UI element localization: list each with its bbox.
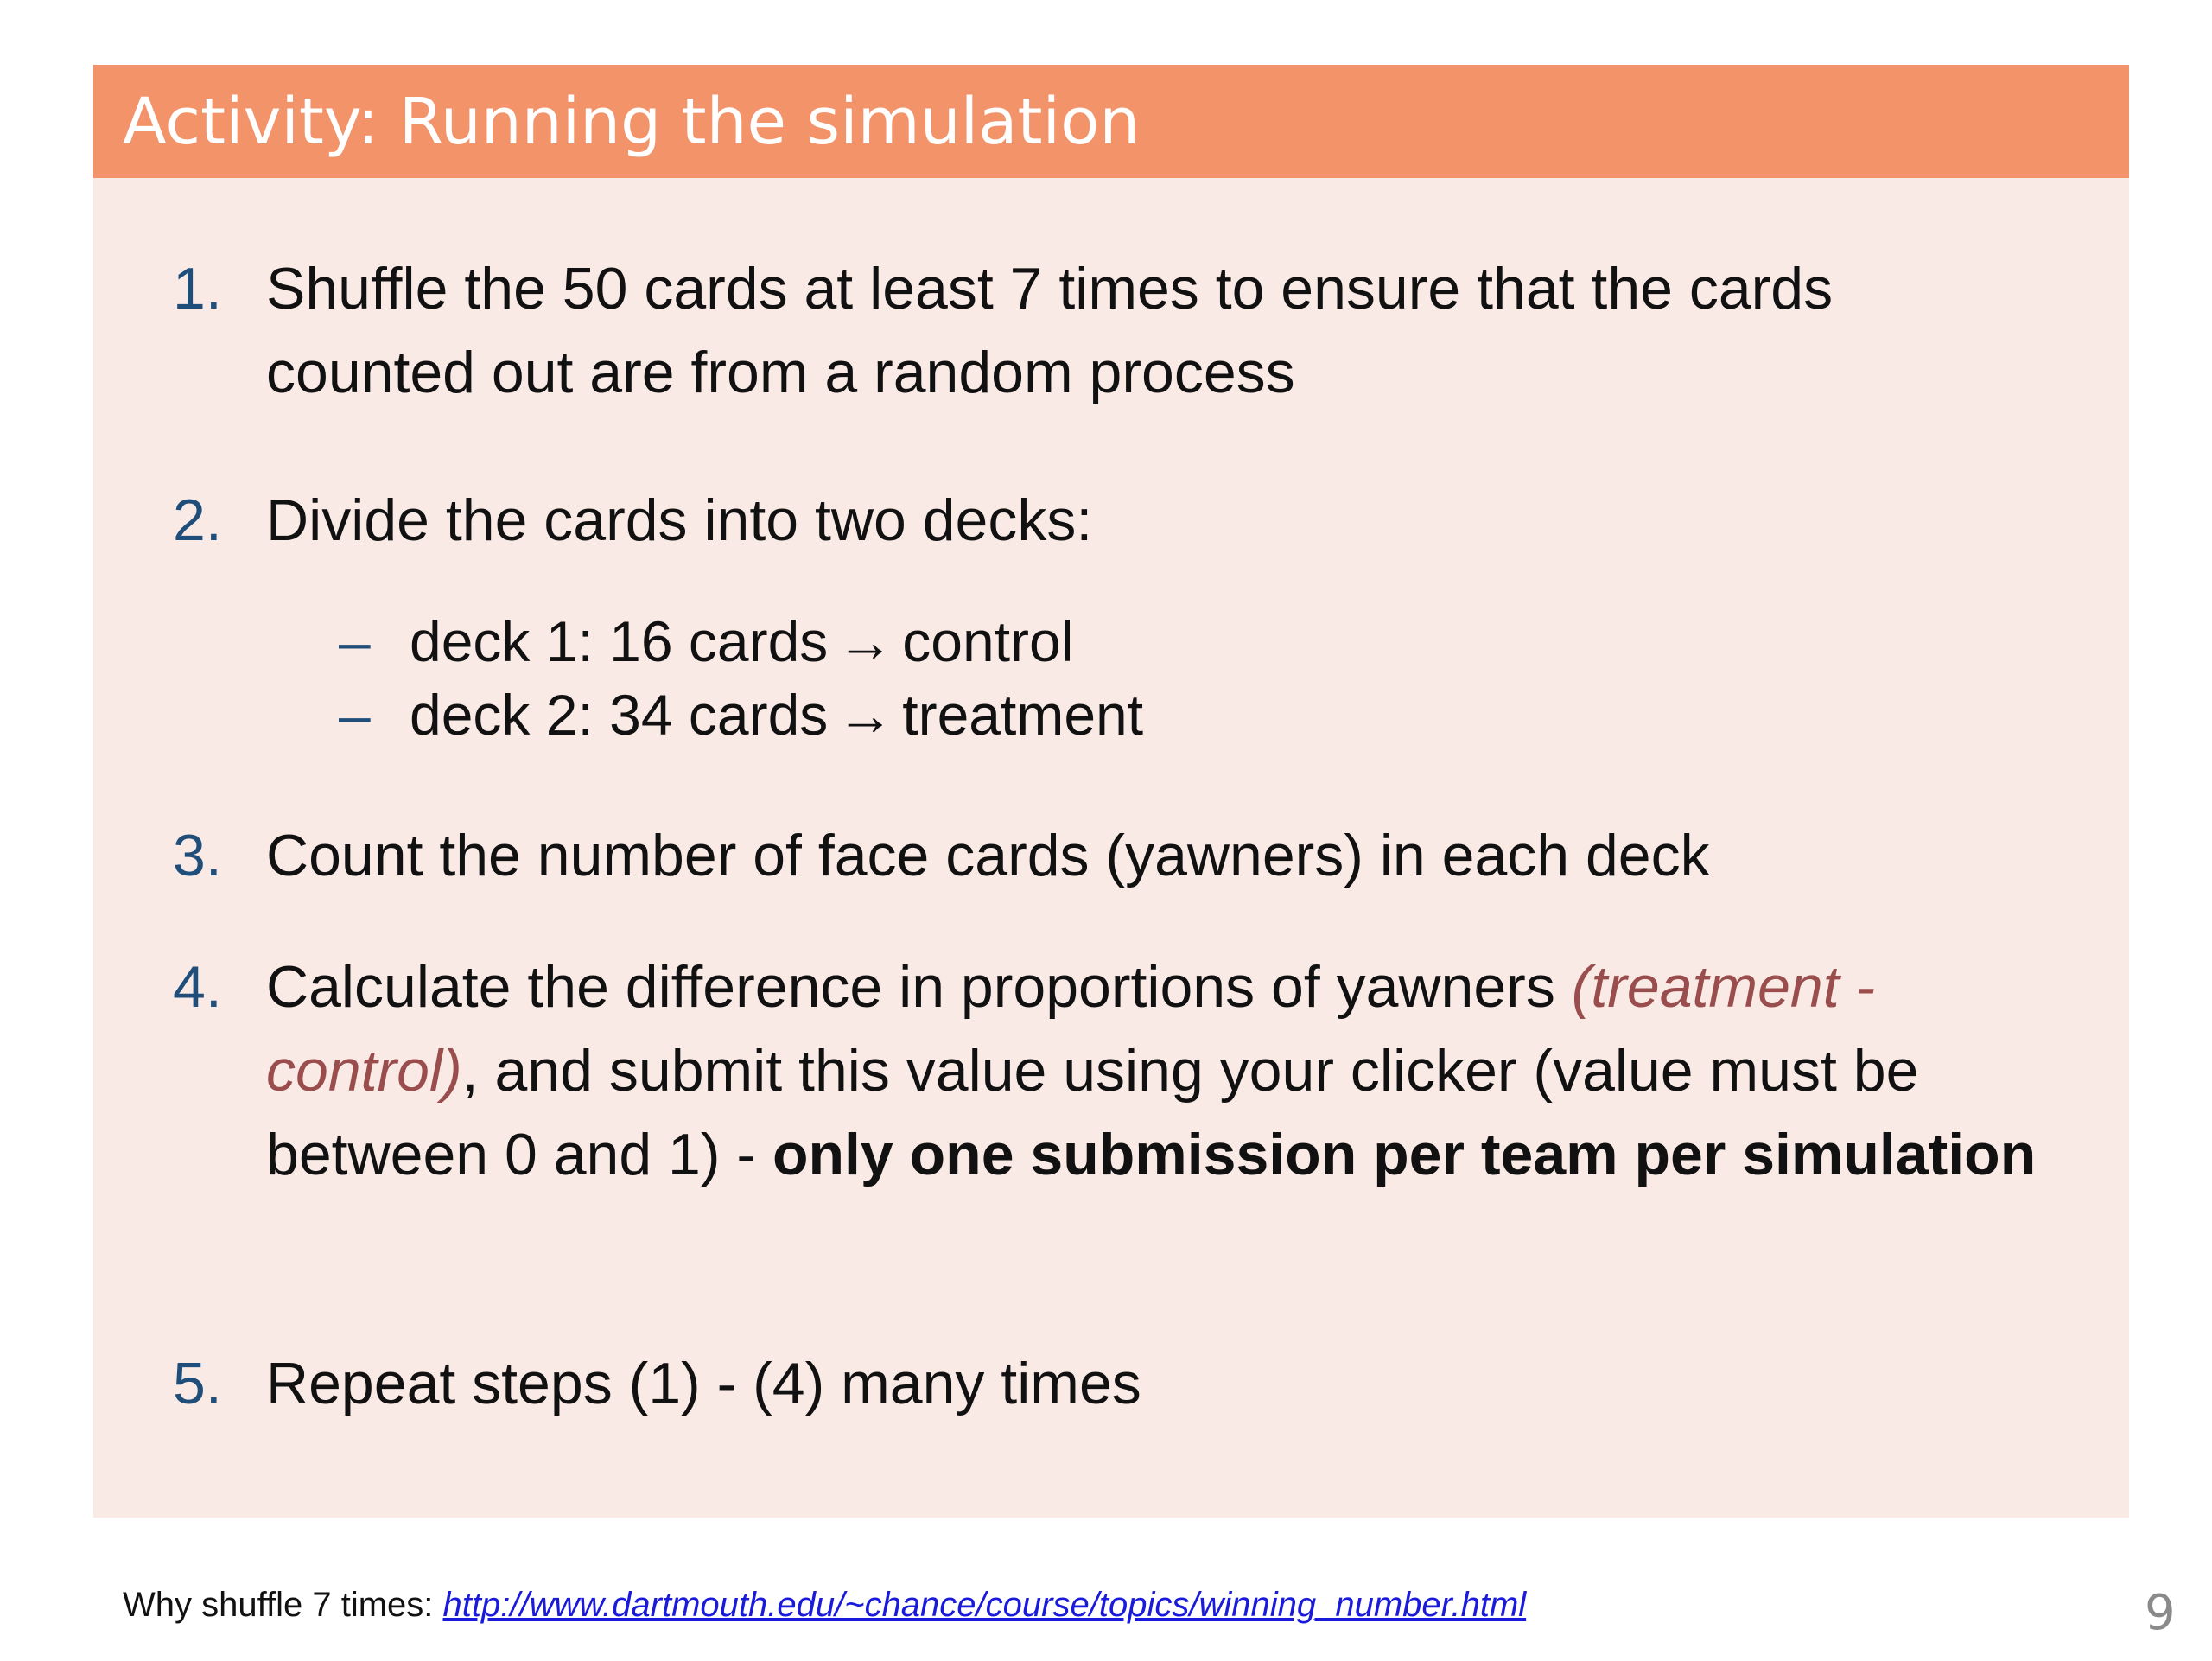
slide-title: Activity: Running the simulation [123,85,1141,159]
step-number: 2. [173,487,222,553]
step-4 [173,945,2039,1197]
right-arrow-icon: → [836,609,894,673]
footnote [123,1581,1526,1628]
step-text-plain: Calculate the difference in proportions of yawners [266,954,1572,1020]
sub-item-label: deck 1: 16 cards [410,609,829,673]
sub-item-deck-1 [339,605,1073,678]
sub-item-label: deck 2: 34 cards [410,683,829,747]
right-arrow-icon: → [836,683,894,747]
step-5 [173,1342,2039,1426]
dash-bullet: – [339,683,371,747]
step-2 [173,479,2039,563]
step-text: Shuffle the 50 cards at least 7 times to ensure that the cards counted out are from a random process [266,256,1834,405]
block-header [93,65,2129,178]
step-text [266,945,2039,1197]
footnote-link[interactable]: http://www.dartmouth.edu/~chance/course/topics/winning_number.html [442,1586,1527,1624]
step-number: 4. [173,954,222,1020]
step-number: 5. [173,1351,222,1416]
page-number: 9 [2145,1585,2176,1641]
step-text: Count the number of face cards (yawners) in each deck [266,823,1710,888]
sub-item-target: treatment [902,683,1144,747]
step-text: Divide the cards into two decks: [266,487,1093,553]
sub-item-target: control [902,609,1074,673]
step-number: 3. [173,823,222,888]
step-text-emphasis: (treatment - control) [266,954,1876,1104]
step-3 [173,814,2039,898]
footnote-label: Why shuffle 7 times: [123,1586,443,1624]
sub-item-deck-2 [339,678,1143,751]
step-1 [173,247,2039,415]
step-text-bold: only one submission per team per simulation [772,1122,2037,1187]
dash-bullet: – [339,609,371,673]
step-text: Repeat steps (1) - (4) many times [266,1351,1141,1416]
step-text-plain: , and submit this value using your clicker (value must be between 0 and 1) - [266,1038,1919,1187]
step-number: 1. [173,256,222,321]
